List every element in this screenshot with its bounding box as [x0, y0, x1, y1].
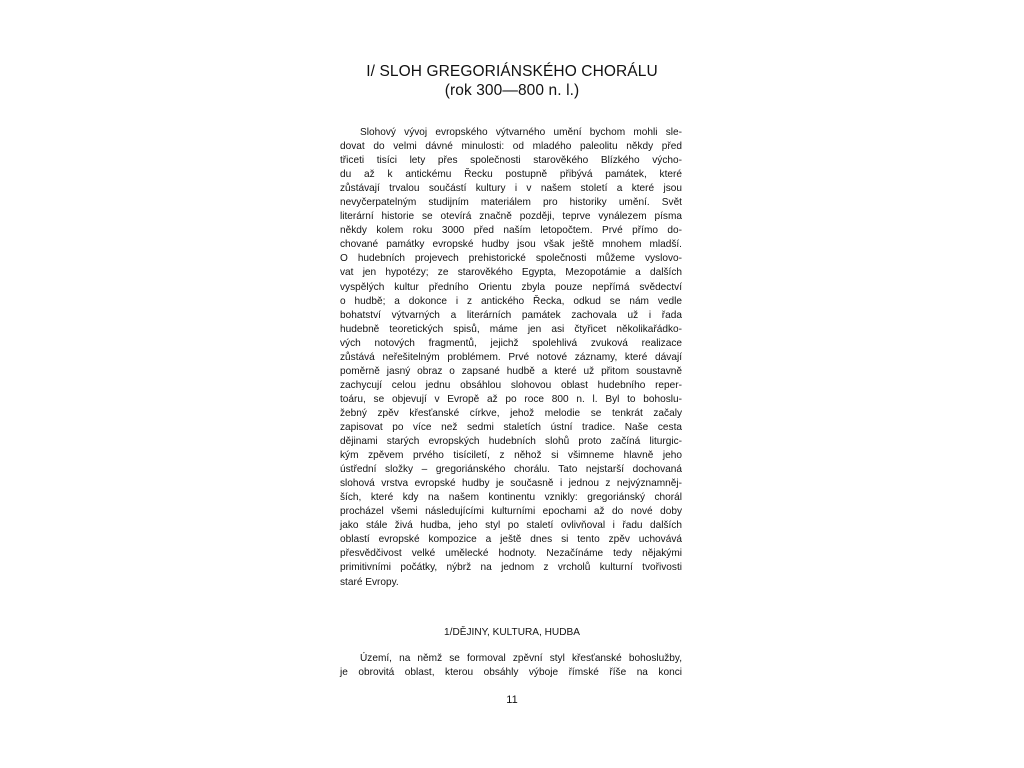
text-line: je obrovitá oblast, kterou obsáhly výboje římské říše na konci [340, 667, 682, 679]
text-line: O hudebních projevech prehistorické společnosti můžeme vyslovo- [340, 253, 682, 265]
text-line: kým zpěvem prvého tisíciletí, z něhož si všimneme hlavně jeho [340, 450, 682, 462]
text-line: zachycují celou jednu obsáhlou slohovou oblast hudebního reper- [340, 379, 682, 391]
text-line: Území, na němž se formoval zpěvní styl křesťanské bohoslužby, [360, 653, 682, 664]
text-line: vat jen hypotézy; ze starověkého Egypta, Mezopotámie a dalších [340, 267, 682, 279]
text-line: toáru, se objevují v Evropě až po roce 800 n. l. Byl to bohoslu- [340, 393, 682, 405]
text-line: dějinami starých evropských hudebních slohů proto začíná liturgic- [340, 436, 682, 448]
text-line: oblastí evropské kompozice a ještě dnes si tento zpěv uchovává [340, 534, 682, 546]
text-line: vyspělých kultur předního Orientu zbyla pouze nepřímá svědectví [340, 281, 682, 293]
text-line: ších, které kdy na našem kontinentu vznikly: gregoriánský chorál [340, 492, 682, 504]
text-line: o hudbě; a dokonce i z antického Řecka, odkud se nám vedle [340, 295, 682, 307]
paragraph-1 [340, 126, 682, 590]
text-line: zůstává neřešitelným problémem. Prvé notové záznamy, které dávají [340, 351, 682, 363]
text-line: bohatství výtvarných a literárních památek zachovala už i řada [340, 309, 682, 321]
text-line: chované památky evropské hudby jsou však ještě mnohem mladší. [340, 239, 682, 251]
text-line: třiceti tisíci lety přes společnosti starověkého Blízkého výcho- [340, 155, 682, 167]
text-line: žebný zpěv křesťanské církve, jehož melodie se tenkrát začaly [340, 407, 682, 419]
text-line: primitivními počátky, nýbrž na jednom z vrcholů kulturní tvořivosti [340, 562, 682, 574]
text-line: procházel všemi následujícími kulturními epochami až do nové doby [340, 506, 682, 518]
text-line: Slohový vývoj evropského výtvarného umění bychom mohli sle- [360, 127, 682, 138]
text-line: ústřední složky – gregoriánského chorálu. Tato nejstarší dochovaná [340, 464, 682, 476]
text-line: vých notových fragmentů, jejichž spolehlivá zvuková realizace [340, 337, 682, 349]
text-line: nevyčerpatelným studijním materiálem pro historiky umění. Svět [340, 197, 682, 209]
text-line: du až k antickému Řecku postupně přibývá památek, které [340, 169, 682, 181]
chapter-title [340, 62, 684, 100]
paragraph-2 [340, 652, 682, 680]
text-line: někdy kolem roku 3000 před naším letopočtem. Prvé přímo do- [340, 225, 682, 237]
text-line: zůstávají trvalou součástí kultury i v našem století a které jsou [340, 183, 682, 195]
text-line: jako stále živá hudba, jeho styl po staletí ovlivňoval i řadu dalších [340, 520, 682, 532]
chapter-title-line-1: I/ SLOH GREGORIÁNSKÉHO CHORÁLU [366, 63, 658, 80]
page-number: 11 [506, 694, 518, 706]
text-line: dovat do velmi dávné minulosti: od mladého paleolitu někdy před [340, 141, 682, 153]
text-line: staré Evropy. [340, 576, 399, 588]
section-heading: 1/DĚJINY, KULTURA, HUDBA [444, 627, 580, 638]
text-line: literární historie se otevírá značně později, teprve vynálezem písma [340, 211, 682, 223]
text-line: poměrně jasný obraz o zapsané hudbě a které už přitom soustavně [340, 365, 682, 377]
text-line: přesvědčivost velké umělecké hodnoty. Nezačínáme tedy nějakými [340, 548, 682, 560]
text-line: slohová vrstva evropské hudby je současně i jednou z nejvýznamněj- [340, 478, 682, 490]
chapter-title-line-2: (rok 300—800 n. l.) [444, 82, 580, 99]
text-line: zapisovat po více než sedmi staletích ústní tradice. Naše cesta [340, 421, 682, 433]
text-line: hudebně teoretických spisů, máme jen asi čtyřicet několikařádko- [340, 323, 682, 335]
